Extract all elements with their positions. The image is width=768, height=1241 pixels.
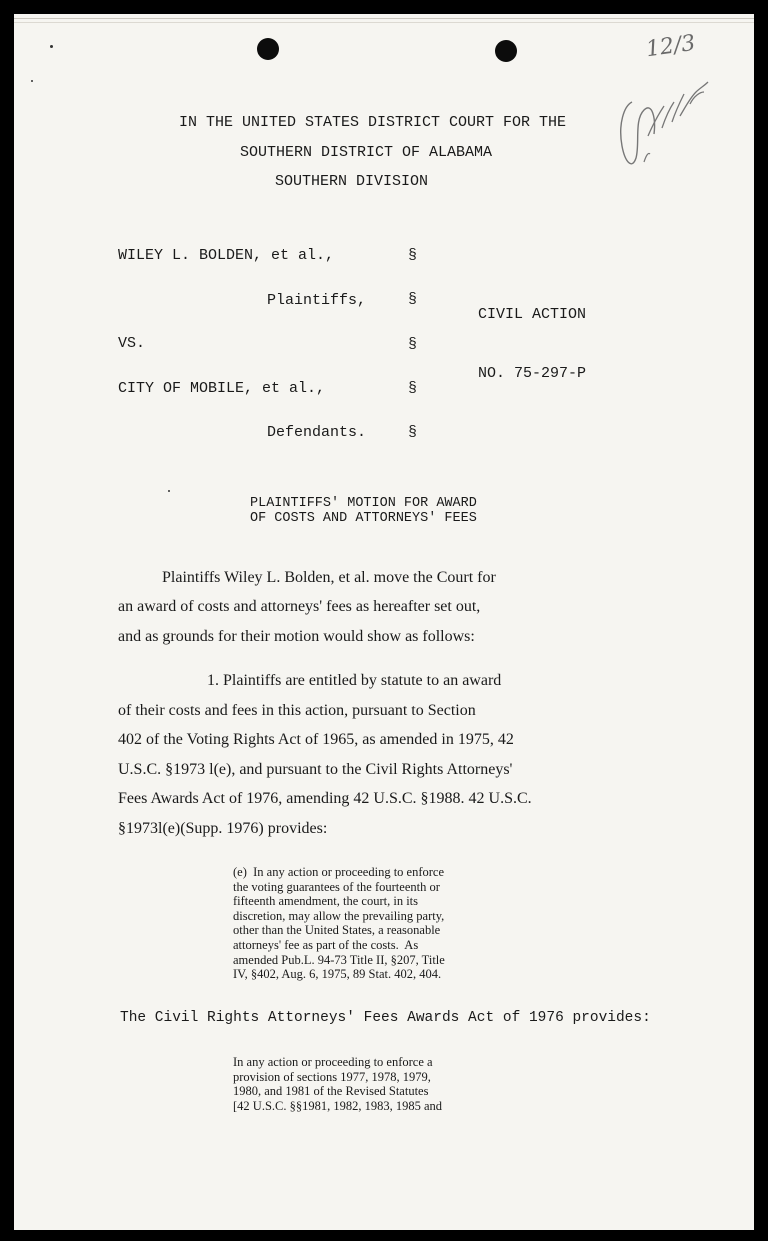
punch-hole-right: [495, 40, 517, 62]
defendant-role: Defendants.: [267, 424, 367, 441]
case-number: NO. 75-297-P: [478, 365, 587, 382]
fees-act-intro: The Civil Rights Attorneys' Fees Awards Act of 1976 provides:: [120, 1010, 651, 1026]
intro-line-2: an award of costs and attorneys' fees as hereafter set out,: [118, 598, 481, 615]
document-page: [14, 14, 754, 1230]
defendant-name: CITY OF MOBILE, et al.,: [118, 380, 326, 397]
plaintiff-name: WILEY L. BOLDEN, et al.,: [118, 247, 335, 264]
speck: [31, 80, 33, 82]
speck: [50, 45, 53, 48]
section-mark: §: [408, 424, 418, 441]
court-heading-line-3: SOUTHERN DIVISION: [275, 173, 429, 190]
para1-line-6: §1973l(e)(Supp. 1976) provides:: [118, 820, 328, 837]
intro-line-3: and as grounds for their motion would show as follows:: [118, 628, 475, 645]
punch-hole-left: [257, 38, 279, 60]
plaintiff-role: Plaintiffs,: [267, 292, 367, 309]
court-heading-line-2: SOUTHERN DISTRICT OF ALABAMA: [240, 144, 493, 161]
court-heading-line-1: IN THE UNITED STATES DISTRICT COURT FOR THE: [179, 114, 567, 131]
section-mark: §: [408, 247, 418, 264]
para1-line-4: U.S.C. §1973 l(e), and pursuant to the Civil Rights Attorneys': [118, 761, 513, 778]
top-edge-line: [14, 18, 754, 19]
para1-line-1: 1. Plaintiffs are entitled by statute to an award: [207, 672, 502, 689]
para1-line-3: 402 of the Voting Rights Act of 1965, as amended in 1975, 42: [118, 731, 514, 748]
intro-line-1: Plaintiffs Wiley L. Bolden, et al. move the Court for: [162, 569, 496, 586]
para1-line-2: of their costs and fees in this action, pursuant to Section: [118, 702, 476, 719]
section-mark: §: [408, 336, 418, 353]
section-mark: §: [408, 380, 418, 397]
handwritten-date: 12/3: [644, 30, 697, 63]
motion-title-line-2: OF COSTS AND ATTORNEYS' FEES: [250, 511, 477, 526]
speck: [168, 490, 170, 492]
top-edge-line-2: [14, 22, 754, 23]
versus-label: VS.: [118, 335, 146, 352]
motion-title-line-1: PLAINTIFFS' MOTION FOR AWARD: [250, 496, 477, 511]
section-mark: §: [408, 291, 418, 308]
quote-2: In any action or proceeding to enforce a provision of sections 1977, 1978, 1979, 1980, and 1981 of the Revised Statutes [42 U.S.C. §§1981, 1982, 1983, 1985 and: [233, 1055, 443, 1113]
para1-line-5: Fees Awards Act of 1976, amending 42 U.S.C. §1988. 42 U.S.C.: [118, 790, 532, 807]
civil-action-label: CIVIL ACTION: [478, 306, 587, 323]
quote-1: (e) In any action or proceeding to enforce the voting guarantees of the fourteenth or fifteenth amendment, the court, in its discretion, may allow the prevailing party, other than the United States, a reasonable attorneys' fee as part of the costs. As amended Pub.L. 94-73 Title II, §207, Title IV, §402, Aug. 6, 1975, 89 Stat. 402, 404.: [233, 865, 445, 982]
